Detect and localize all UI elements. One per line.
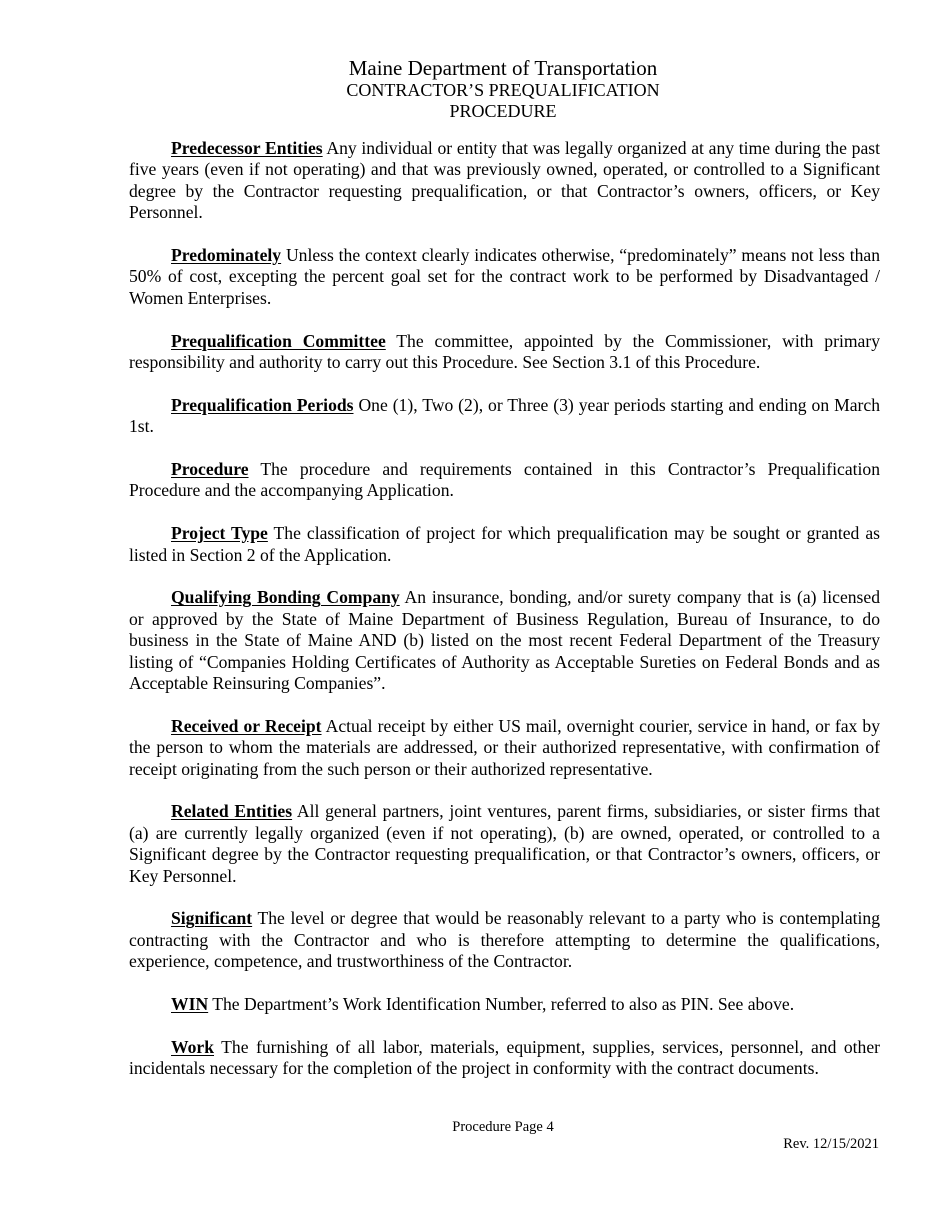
definition-paragraph (129, 331, 880, 374)
definitions-list (129, 138, 880, 1080)
definition-text: Any individual or entity that was legally organized at any time during the past five years (even if not operating) and that was previously owned, operated, or controlled to a Significant degree by the Contractor requesting prequalification, or that Contractor’s owners, officers, or Key Personnel. (129, 138, 880, 223)
page-number: Procedure Page 4 (452, 1119, 554, 1135)
revision-date: Rev. 12/15/2021 (783, 1136, 879, 1152)
definition-term: Predominately (171, 245, 282, 266)
definition-paragraph (129, 716, 880, 780)
definition-text: The Department’s Work Identification Number, referred to also as PIN. See above. (208, 994, 795, 1015)
definition-paragraph (129, 587, 880, 694)
definition-text: Unless the context clearly indicates otherwise, “predominately” means not less than 50% of cost, excepting the percent goal set for the contract work to be performed by Disadvantaged / Women Enterprises. (129, 245, 880, 308)
definition-term: Qualifying Bonding Company (171, 587, 400, 608)
definition-term: Received or Receipt (171, 715, 322, 736)
definition-paragraph (129, 523, 880, 566)
definition-text: The procedure and requirements contained in this Contractor’s Prequalification Procedure and the accompanying Application. (129, 459, 880, 501)
document-subtitle-line2: PROCEDURE (449, 101, 557, 121)
definition-text: The committee, appointed by the Commissioner, with primary responsibility and authority to carry out this Procedure. See Section 3.1 of this Procedure. (129, 330, 880, 373)
definition-paragraph (129, 908, 880, 972)
department-title: Maine Department of Transportation (348, 56, 658, 80)
definition-text: One (1), Two (2), or Three (3) year periods starting and ending on March 1st. (129, 394, 880, 437)
definition-text: Actual receipt by either US mail, overnight courier, service in hand, or fax by the person to whom the materials are addressed, or their authorized representative, with confirmation of receipt originating from the such person or their authorized representative. (129, 715, 880, 779)
definition-paragraph (129, 1037, 880, 1080)
document-subtitle: CONTRACTOR’S PREQUALIFICATION (346, 80, 660, 100)
definition-paragraph (129, 459, 880, 502)
definition-text: The level or degree that would be reasonably relevant to a party who is contemplating contracting with the Contractor and who is therefore attempting to determine the qualifications, experience, competence, and trustworthiness of the Contractor. (129, 908, 880, 972)
document-page (129, 56, 880, 1101)
definition-term: Prequalification Periods (171, 394, 354, 415)
definition-term: Procedure (171, 459, 249, 480)
definition-paragraph (129, 994, 880, 1015)
definition-paragraph (129, 801, 880, 887)
document-header (126, 56, 880, 122)
definition-term: WIN (171, 994, 209, 1015)
definition-term: Project Type (171, 523, 268, 544)
definition-term: Prequalification Committee (171, 330, 386, 351)
definition-text: The classification of project for which prequalification may be sought or granted as listed in Section 2 of the Application. (129, 523, 880, 565)
definition-text: All general partners, joint ventures, parent firms, subsidiaries, or sister firms that (a) are currently legally organized (even if not operating), (b) are owned, operated, or controlled to a Significant degree by the Contractor requesting prequalification, or that Contractor’s owners, officers, or Key Personnel. (129, 801, 880, 886)
definition-term: Related Entities (171, 801, 293, 822)
definition-paragraph (129, 395, 880, 438)
definition-text: The furnishing of all labor, materials, equipment, supplies, services, personnel, and other incidentals necessary for the completion of the project in conformity with the contract documents. (129, 1036, 880, 1079)
definition-paragraph (129, 138, 880, 224)
definition-paragraph (129, 245, 880, 309)
definition-text: An insurance, bonding, and/or surety company that is (a) licensed or approved by the State of Maine Department of Business Regulation, Bureau of Insurance, to do business in the State of Maine AND (b) listed on the most recent Federal Department of the Treasury listing of “Companies Holding Certificates of Authority as Acceptable Sureties on Federal Bonds and as Acceptable Reinsuring Companies”. (129, 587, 880, 694)
definition-term: Significant (171, 908, 253, 929)
definition-term: Predecessor Entities (171, 138, 323, 158)
definition-term: Work (171, 1036, 215, 1057)
